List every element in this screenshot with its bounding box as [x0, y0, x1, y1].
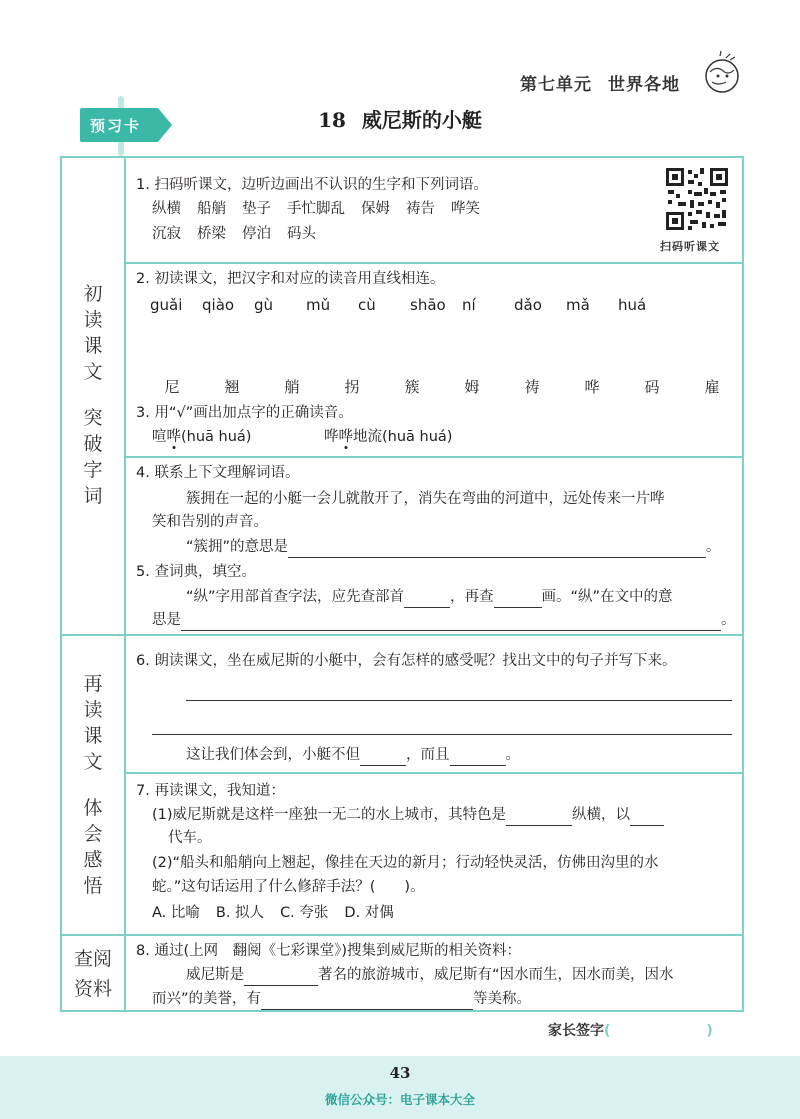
page-number: 43: [389, 1064, 411, 1082]
q6-line: [186, 744, 520, 766]
q2-pinyin-row: [150, 294, 670, 316]
hanzi: 翘: [224, 378, 240, 396]
text: ，再查: [450, 589, 494, 605]
hanzi: 码: [644, 378, 660, 396]
row-divider: [124, 262, 744, 264]
q4-prompt: 4. 联系上下文理解词语。: [136, 465, 300, 481]
side-char: 破: [83, 433, 103, 455]
q4-passage-line-2: 笑和告别的声音。: [152, 514, 268, 530]
unit-label: 第七单元: [520, 75, 592, 95]
qr-code-icon[interactable]: [664, 166, 730, 232]
row-divider: [124, 772, 744, 774]
answer-blank[interactable]: [360, 750, 406, 766]
preview-card-label: 预习卡: [90, 117, 142, 135]
word: 纵横: [152, 201, 181, 217]
q5-line-1: [186, 586, 673, 608]
pinyin: guǎi: [150, 296, 183, 314]
q5-prompt: 5. 查词典，填空。: [136, 564, 256, 580]
pinyin-options[interactable]: 地流(huā huá): [353, 429, 453, 445]
q6-prompt: 6. 朗读课文，坐在威尼斯的小艇中，会有怎样的感受呢？找出文中的句子并写下来。: [136, 653, 677, 669]
side-char: 感: [83, 849, 103, 871]
text: 。: [721, 612, 736, 628]
option-b[interactable]: B. 拟人: [215, 905, 265, 921]
pinyin-options[interactable]: (huā huá): [181, 429, 252, 445]
q1-words-row-1: [152, 198, 496, 220]
bracket: ): [706, 1023, 713, 1039]
text: 思是: [152, 612, 181, 628]
dotted-char: 哗: [166, 429, 181, 445]
section-divider: [60, 634, 744, 636]
text: 。: [706, 539, 721, 555]
q4-passage-line-1: 簇拥在一起的小艇一会儿就散开了，消失在弯曲的河道中，远处传来一片哗: [186, 491, 665, 507]
word: 垫子: [242, 201, 271, 217]
q2-chars-row: [142, 376, 742, 398]
pinyin: cù: [358, 296, 376, 314]
word: 码头: [287, 226, 316, 242]
text: (1)威尼斯就是这样一座独一无二的水上城市，其特色是: [152, 807, 507, 823]
writing-line[interactable]: [152, 734, 732, 735]
meaning-blank[interactable]: [181, 615, 721, 631]
pinyin: dǎo: [514, 296, 542, 314]
side-word: 查阅: [73, 948, 112, 970]
hanzi: 哗: [584, 378, 600, 396]
dotted-char: 哗: [338, 429, 353, 445]
text: 画。“纵”在文中的意: [541, 589, 673, 605]
writing-line[interactable]: [186, 700, 732, 701]
pinyin: shāo: [410, 296, 446, 314]
section-label-research: [62, 936, 124, 1012]
answer-blank[interactable]: [450, 750, 506, 766]
text: 而兴”的美誉，有: [152, 991, 262, 1007]
side-char: 突: [83, 407, 103, 429]
side-char: 再: [83, 673, 103, 695]
answer-blank[interactable]: [288, 542, 706, 558]
text: “簇拥”的意思是: [186, 539, 289, 555]
column-divider: [124, 156, 126, 1012]
word: 祷告: [406, 201, 435, 217]
text: “纵”字用部首查字法，应先查部首: [186, 589, 405, 605]
qr-caption: 扫码听课文: [660, 240, 720, 253]
side-char: 读: [83, 699, 103, 721]
side-char: 会: [83, 823, 103, 845]
answer-blank[interactable]: [244, 970, 318, 986]
q7-options: [152, 902, 410, 924]
side-char: 课: [83, 725, 103, 747]
hanzi: 拐: [344, 378, 360, 396]
unit-header: [520, 70, 680, 95]
signature-label: 家长签字: [548, 1023, 604, 1039]
side-word: 资料: [73, 978, 112, 1000]
word: 保姆: [361, 201, 390, 217]
section-label-first-reading: [62, 156, 124, 634]
unit-theme: 世界各地: [608, 75, 680, 95]
stroke-count-blank[interactable]: [494, 592, 542, 608]
pinyin: mǔ: [306, 296, 331, 314]
option-c[interactable]: C. 夸张: [280, 905, 329, 921]
q2-prompt: 2. 初读课文，把汉字和对应的读音用直线相连。: [136, 271, 445, 287]
q3-prompt: 3. 用“√”画出加点字的正确读音。: [136, 405, 353, 421]
lesson-title: [0, 104, 800, 133]
pinyin: gù: [254, 296, 274, 314]
text: ，而且: [406, 747, 450, 763]
q7-part-1-line-1: [152, 804, 664, 826]
text: 。: [505, 747, 520, 763]
q8-prompt: 8. 通过(上网 翻阅《七彩课堂》)搜集到威尼斯的相关资料：: [136, 943, 522, 959]
word: 桥梁: [197, 226, 226, 242]
option-a[interactable]: A. 比喻: [152, 905, 200, 921]
word: 哗笑: [451, 201, 480, 217]
bracket: (: [604, 1023, 611, 1039]
word: 手忙脚乱: [287, 201, 345, 217]
side-char: 课: [83, 335, 103, 357]
pinyin: mǎ: [566, 296, 590, 314]
q7-part-2-line-1: (2)“船头和船艄向上翘起，像挂在天边的新月；行动轻快灵活，仿佛田沟里的水: [152, 855, 659, 871]
side-char: 词: [83, 485, 103, 507]
hanzi: 祷: [524, 378, 540, 396]
parent-signature: [548, 1020, 713, 1040]
side-char: 体: [83, 797, 103, 819]
text: 纵横，以: [572, 807, 631, 823]
section-label-second-reading: [62, 636, 124, 934]
text: 著名的旅游城市，威尼斯有“因水而生，因水而美，因水: [318, 967, 674, 983]
q3-item-2: [324, 426, 452, 448]
q8-line-2: [152, 988, 531, 1010]
q1-prompt: 1. 扫码听课文，边听边画出不认识的生字和下列词语。: [136, 177, 488, 193]
q7-part-1-line-2: 代车。: [168, 830, 212, 846]
pinyin: qiào: [202, 296, 235, 314]
pinyin: huá: [618, 296, 647, 314]
word: 停泊: [242, 226, 271, 242]
hanzi: 雇: [704, 378, 720, 396]
text: 这让我们体会到，小艇不但: [186, 747, 360, 763]
option-d[interactable]: D. 对偶: [344, 905, 394, 921]
answer-blank[interactable]: [630, 810, 664, 826]
text: 哗: [324, 429, 339, 445]
q7-part-2-line-2: 蛇。”这句话运用了什么修辞手法？( )。: [152, 879, 425, 895]
lesson-number: 18: [318, 108, 346, 132]
radical-blank[interactable]: [404, 592, 450, 608]
q7-prompt: 7. 再读课文，我知道：: [136, 783, 285, 799]
globe-doodle-icon: [700, 50, 744, 98]
word: 船艄: [197, 201, 226, 217]
q1-words-row-2: [152, 223, 332, 245]
row-divider: [124, 456, 744, 458]
answer-blank[interactable]: [261, 994, 473, 1010]
text: 威尼斯是: [186, 967, 244, 983]
pinyin: ní: [462, 296, 476, 314]
hanzi: 姆: [464, 378, 480, 396]
answer-blank[interactable]: [506, 810, 572, 826]
section-divider: [60, 934, 744, 936]
side-char: 字: [83, 459, 103, 481]
side-char: 悟: [83, 875, 103, 897]
side-char: 文: [83, 751, 103, 773]
side-char: 初: [83, 283, 103, 305]
side-char: 文: [83, 361, 103, 383]
text: 喧: [152, 429, 167, 445]
q8-line-1: [186, 964, 674, 986]
hanzi: 艄: [284, 378, 300, 396]
q4-answer-line: [186, 536, 721, 558]
hanzi: 尼: [164, 378, 180, 396]
q5-line-2: [152, 609, 736, 631]
q3-item-1: [152, 426, 251, 448]
word: 沉寂: [152, 226, 181, 242]
wechat-credit: 微信公众号：电子课本大全: [324, 1092, 475, 1107]
text: 等美称。: [473, 991, 532, 1007]
hanzi: 簇: [404, 378, 420, 396]
lesson-name: 威尼斯的小艇: [361, 108, 482, 132]
side-char: 读: [83, 309, 103, 331]
